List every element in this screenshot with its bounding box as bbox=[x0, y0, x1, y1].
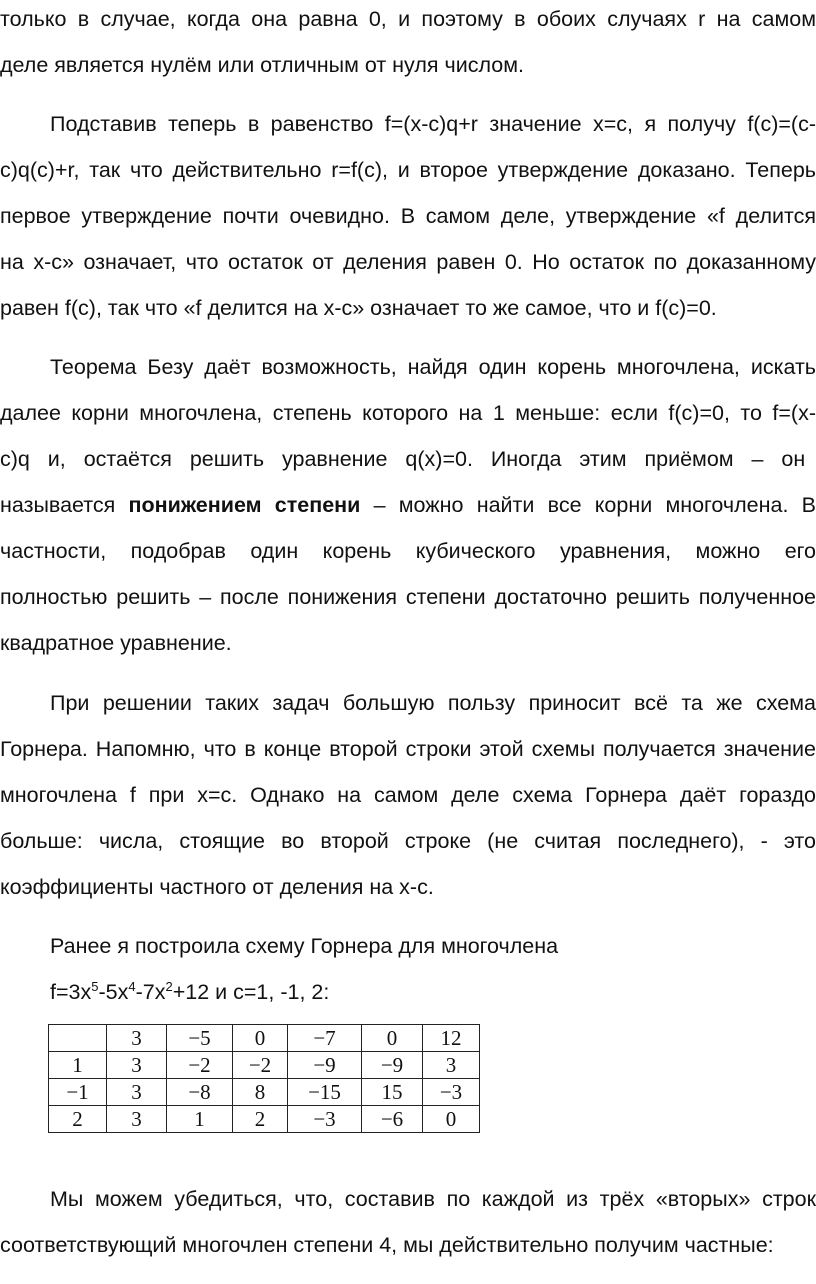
table-cell: 0 bbox=[233, 1025, 288, 1052]
text-line bbox=[0, 1222, 816, 1268]
text-span: называется bbox=[0, 493, 129, 517]
table-cell: −7 bbox=[288, 1025, 362, 1052]
text-span: первое утверждение почти очевидно. В самом деле, утверждение «f делится bbox=[0, 204, 816, 228]
exponent: 2 bbox=[165, 979, 173, 994]
table-cell: −5 bbox=[167, 1025, 233, 1052]
text-line bbox=[0, 772, 816, 818]
text-span: соответствующий многочлен степени 4, мы действительно получим частные: bbox=[0, 1233, 774, 1257]
table-cell bbox=[49, 1025, 107, 1052]
text-line bbox=[0, 923, 816, 969]
text-span: больше: числа, стоящие во второй строке (не считая последнего), - это bbox=[0, 829, 816, 853]
text-line bbox=[0, 969, 816, 1015]
text-line bbox=[0, 344, 816, 390]
table-cell: −3 bbox=[288, 1106, 362, 1133]
table-row bbox=[49, 1106, 480, 1133]
text-line bbox=[0, 239, 816, 285]
table-cell: −9 bbox=[362, 1052, 423, 1079]
text-span: на x-c» означает, что остаток от деления равен 0. Но остаток по доказанному bbox=[0, 250, 816, 274]
text-span: квадратное уравнение. bbox=[0, 631, 232, 655]
exponent: 4 bbox=[128, 979, 136, 994]
horner-scheme-table bbox=[48, 1024, 480, 1133]
text-span: равен f(c), так что «f делится на x-c» означает то же самое, что и f(c)=0. bbox=[0, 296, 717, 320]
table-cell: −3 bbox=[423, 1079, 480, 1106]
text-line bbox=[0, 864, 816, 910]
text-span: Подставив теперь в равенство f=(x-c)q+r значение x=c, я получу f(c)=(c- bbox=[50, 112, 816, 136]
table-row bbox=[49, 1052, 480, 1079]
table-cell: 3 bbox=[107, 1052, 167, 1079]
text-line bbox=[0, 574, 816, 620]
text-line bbox=[0, 0, 816, 42]
table-cell: 1 bbox=[49, 1052, 107, 1079]
text-span: деле является нулём или отличным от нуля числом. bbox=[0, 53, 524, 77]
text-span: частности, подобрав один корень кубического уравнения, можно его bbox=[0, 539, 816, 563]
text-span: только в случае, когда она равна 0, и поэтому в обоих случаях r на самом bbox=[0, 7, 816, 31]
text-line bbox=[0, 620, 816, 666]
text-line bbox=[0, 436, 816, 482]
table-cell: 2 bbox=[233, 1106, 288, 1133]
text-line bbox=[0, 42, 816, 88]
text-span: -5x bbox=[98, 980, 129, 1004]
table-cell: −15 bbox=[288, 1079, 362, 1106]
table-cell: 3 bbox=[423, 1052, 480, 1079]
table-cell: −8 bbox=[167, 1079, 233, 1106]
text-span: Теорема Безу даёт возможность, найдя один корень многочлена, искать bbox=[50, 355, 816, 379]
text-line bbox=[0, 147, 816, 193]
text-span: коэффициенты частного от деления на x-c. bbox=[0, 875, 434, 899]
text-span: c)q(c)+r, так что действительно r=f(c), и второе утверждение доказано. Теперь bbox=[0, 158, 816, 182]
text-line bbox=[0, 528, 816, 574]
text-span: +12 и c=1, -1, 2: bbox=[172, 980, 330, 1004]
text-span: -7x bbox=[135, 980, 166, 1004]
table-cell: −6 bbox=[362, 1106, 423, 1133]
table-cell: 3 bbox=[107, 1106, 167, 1133]
table-cell: 2 bbox=[49, 1106, 107, 1133]
table-cell: −1 bbox=[49, 1079, 107, 1106]
text-span: Ранее я построила схему Горнера для многочлена bbox=[50, 934, 559, 958]
table-cell: 8 bbox=[233, 1079, 288, 1106]
text-line bbox=[0, 101, 816, 147]
text-line bbox=[0, 1176, 816, 1222]
table-header-row bbox=[49, 1025, 480, 1052]
text-span: Горнера. Напомню, что в конце второй строки этой схемы получается значение bbox=[0, 737, 816, 761]
table-cell: −2 bbox=[167, 1052, 233, 1079]
text-line bbox=[0, 482, 816, 528]
table-cell: 3 bbox=[107, 1025, 167, 1052]
text-span: – можно найти все корни многочлена. В bbox=[360, 493, 816, 517]
table-cell: 0 bbox=[362, 1025, 423, 1052]
bold-term: понижением степени bbox=[128, 493, 361, 517]
exponent: 5 bbox=[91, 979, 99, 994]
table-cell: 3 bbox=[107, 1079, 167, 1106]
text-span: многочлена f при x=c. Однако на самом деле схема Горнера даёт гораздо bbox=[0, 783, 816, 807]
text-span: далее корни многочлена, степень которого на 1 меньше: если f(c)=0, то f=(x- bbox=[0, 401, 816, 425]
text-line bbox=[0, 193, 816, 239]
table-cell: −2 bbox=[233, 1052, 288, 1079]
text-line bbox=[0, 285, 816, 331]
text-span: При решении таких задач большую пользу приносит всё та же схема bbox=[50, 691, 816, 715]
text-span: f=3x bbox=[50, 980, 92, 1004]
text-line bbox=[0, 390, 816, 436]
text-line bbox=[0, 680, 816, 726]
text-line bbox=[0, 726, 816, 772]
table-cell: 12 bbox=[423, 1025, 480, 1052]
text-span: полностью решить – после понижения степени достаточно решить полученное bbox=[0, 585, 816, 609]
table-cell: −9 bbox=[288, 1052, 362, 1079]
text-span: Мы можем убедиться, что, составив по каждой из трёх «вторых» строк bbox=[50, 1187, 816, 1211]
table-row bbox=[49, 1079, 480, 1106]
table-cell: 1 bbox=[167, 1106, 233, 1133]
text-span: c)q и, остаётся решить уравнение q(x)=0. Иногда этим приёмом – он bbox=[0, 447, 806, 471]
table-cell: 0 bbox=[423, 1106, 480, 1133]
table-cell: 15 bbox=[362, 1079, 423, 1106]
text-line bbox=[0, 818, 816, 864]
